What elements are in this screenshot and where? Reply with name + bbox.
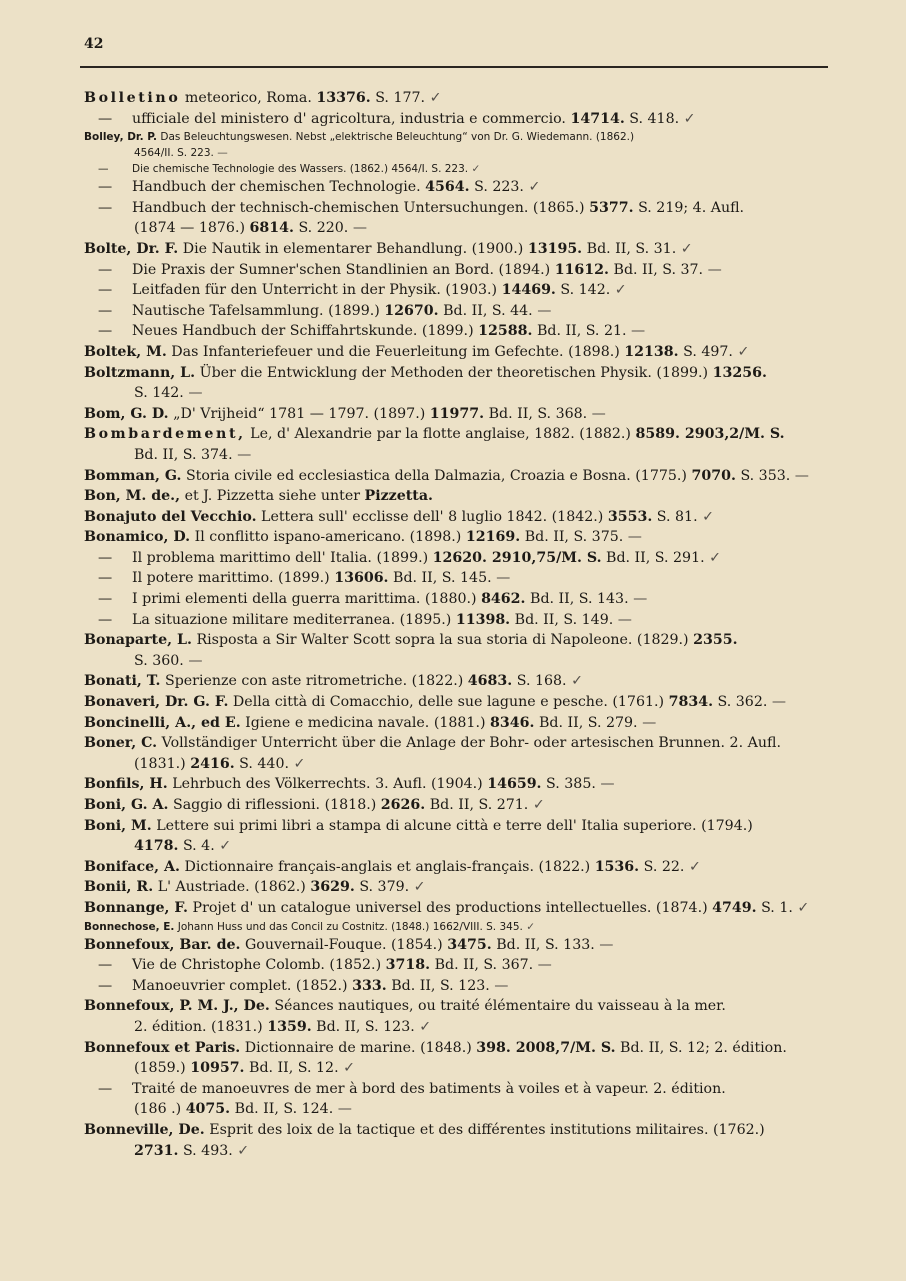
entry-reference: Bd. II, S. 133. bbox=[496, 936, 595, 953]
entry-title: ufficiale del ministero d' agricoltura, industria e commercio. bbox=[132, 110, 566, 127]
check-mark: — bbox=[496, 570, 511, 587]
check-mark: — bbox=[337, 1101, 352, 1118]
ditto-dash: — bbox=[98, 591, 113, 608]
entry-reference: Bd. II, S. 279. bbox=[538, 714, 638, 731]
entry-title: La situazione militare mediterranea. (1895.) bbox=[132, 611, 452, 628]
entry-reference: Bd. II, S. 149. bbox=[514, 611, 614, 628]
check-mark: — bbox=[600, 776, 615, 793]
catalogue-entry bbox=[84, 363, 826, 404]
entry-reference: Bd. II, S. 145. bbox=[393, 570, 492, 587]
entry-author: Boncinelli, A., ed E. bbox=[84, 714, 241, 731]
check-mark: — bbox=[631, 323, 646, 340]
entry-shelfmark: 3629. bbox=[310, 879, 355, 896]
entry-shelfmark: 4749. bbox=[712, 899, 757, 916]
ditto-dash: — bbox=[98, 179, 113, 196]
entry-shelfmark: 2416. bbox=[190, 755, 235, 772]
entry-author: Bomman, G. bbox=[84, 467, 182, 484]
check-mark: — bbox=[627, 529, 642, 546]
entry-author: Boltzmann, L. bbox=[84, 364, 196, 381]
check-mark: — bbox=[537, 302, 552, 319]
entry-shelfmark: 12670. bbox=[384, 302, 439, 319]
catalogue-entry bbox=[84, 177, 826, 198]
catalogue-entry bbox=[84, 161, 826, 177]
entry-continuation bbox=[84, 145, 826, 161]
entry-continuation bbox=[84, 754, 826, 775]
entry-shelfmark: 13195. bbox=[527, 240, 583, 257]
catalogue-entry bbox=[84, 795, 826, 816]
catalogue-entry bbox=[84, 486, 826, 507]
entry-continuation bbox=[84, 1017, 826, 1038]
entry-shelfmark: 333. bbox=[352, 977, 387, 994]
catalogue-entry bbox=[84, 466, 826, 487]
ditto-dash: — bbox=[98, 323, 113, 340]
catalogue-entry bbox=[84, 589, 826, 610]
catalogue-entry bbox=[84, 239, 826, 260]
entry-reference: Bd. II, S. 291. bbox=[606, 549, 705, 566]
check-mark: — bbox=[188, 652, 203, 669]
entry-reference: S. 497. bbox=[683, 343, 733, 360]
check-mark: ✓ bbox=[571, 673, 583, 690]
entry-title: Die chemische Technologie des Wassers. (1862.) 4564/I. S. 223. bbox=[132, 163, 469, 176]
entry-reference: Bd. II, S. 124. bbox=[234, 1101, 334, 1118]
ditto-dash: — bbox=[98, 302, 113, 319]
entry-shelfmark: 3718. bbox=[385, 957, 431, 974]
ditto-dash: — bbox=[98, 199, 113, 216]
entry-shelfmark: 13256. bbox=[712, 364, 767, 381]
entry-reference: S. 220. bbox=[298, 220, 349, 237]
entry-title: Vie de Christophe Colomb. (1852.) bbox=[132, 957, 382, 974]
entry-continuation bbox=[84, 651, 826, 672]
entry-shelfmark: 7070. bbox=[691, 467, 736, 484]
entry-title: Nautische Tafelsammlung. (1899.) bbox=[132, 302, 380, 319]
entry-title: Traité de manoeuvres de mer à bord des batiments à voiles et à vapeur. 2. édition. bbox=[132, 1080, 726, 1097]
entry-title: Sperienze con aste ritrometriche. (1822.) bbox=[164, 673, 464, 690]
entry-reference: S. 360. bbox=[134, 652, 184, 669]
entry-reference: S. 4. bbox=[182, 838, 215, 855]
check-mark: ✓ bbox=[293, 755, 306, 772]
entry-shelfmark: 4075. bbox=[185, 1101, 231, 1118]
entry-shelfmark: 13606. bbox=[334, 570, 389, 587]
check-mark: — bbox=[591, 405, 606, 422]
entry-author: Bolte, Dr. F. bbox=[84, 240, 179, 257]
entry-reference: Bd. II, S. 31. bbox=[586, 240, 677, 257]
entry-title: Die Nautik in elementarer Behandlung. (1900.) bbox=[182, 240, 524, 257]
entry-reference: 4564/II. S. 223. bbox=[134, 147, 214, 160]
check-mark: — bbox=[707, 261, 722, 278]
catalogue-entry bbox=[84, 774, 826, 795]
header-rule bbox=[80, 66, 828, 68]
catalogue-entry bbox=[84, 713, 826, 734]
entry-shelfmark: 11612. bbox=[554, 261, 609, 278]
check-mark: ✓ bbox=[429, 90, 442, 106]
catalogue-entry bbox=[84, 301, 826, 322]
entry-title: Handbuch der chemischen Technologie. bbox=[132, 179, 421, 196]
entry-title: et J. Pizzetta siehe unter bbox=[184, 488, 361, 505]
catalogue-entry bbox=[84, 568, 826, 589]
check-mark: — bbox=[794, 467, 809, 484]
check-mark: ✓ bbox=[237, 1142, 250, 1159]
catalogue-entry bbox=[84, 424, 826, 465]
check-mark: ✓ bbox=[737, 343, 750, 360]
catalogue-entry bbox=[84, 507, 826, 528]
entry-shelfmark: 14714. bbox=[570, 110, 625, 127]
entry-year: (1859.) bbox=[134, 1060, 186, 1077]
entry-shelfmark: 11398. bbox=[455, 611, 511, 628]
entry-title: I primi elementi della guerra marittima. (1880.) bbox=[132, 591, 477, 608]
entry-continuation bbox=[84, 1141, 826, 1162]
entry-reference: Bd. II, S. 21. bbox=[536, 323, 627, 340]
entry-author: Bonati, T. bbox=[84, 673, 161, 690]
check-mark: — bbox=[599, 936, 614, 953]
entry-title: meteorico, Roma. bbox=[184, 90, 312, 106]
entry-title: „D' Vrijheid“ 1781 — 1797. (1897.) bbox=[173, 405, 426, 422]
entry-shelfmark: 3553. bbox=[607, 508, 653, 525]
entry-author: Bonneville, De. bbox=[84, 1121, 205, 1138]
entry-title: Della città di Comacchio, delle sue lagune e pesche. (1761.) bbox=[232, 694, 665, 711]
entry-author: Bonnefoux, P. M. J., De. bbox=[84, 998, 270, 1015]
entry-reference: S. 22. bbox=[643, 858, 685, 875]
entry-title: Neues Handbuch der Schiffahrtskunde. (1899.) bbox=[132, 323, 474, 340]
entry-reference: Bd. II, S. 37. bbox=[613, 261, 704, 278]
check-mark: ✓ bbox=[688, 858, 701, 875]
entry-shelfmark: 12138. bbox=[624, 343, 679, 360]
entry-author: Bonnechose, E. bbox=[84, 920, 175, 933]
entry-shelfmark: 12620. 2910,75/M. S. bbox=[432, 549, 602, 566]
entry-title: Dictionnaire de marine. (1848.) bbox=[244, 1039, 472, 1056]
entry-reference: Bd. II, S. 12. bbox=[249, 1060, 339, 1077]
check-mark: — bbox=[633, 591, 648, 608]
entry-title: Il problema marittimo dell' Italia. (1899.) bbox=[132, 549, 429, 566]
entry-title: Manoeuvrier complet. (1852.) bbox=[132, 977, 348, 994]
entry-title: Lettera sull' ecclisse dell' 8 luglio 1842. (1842.) bbox=[261, 508, 604, 525]
entry-shelfmark: 4683. bbox=[467, 673, 513, 690]
ditto-dash: — bbox=[98, 611, 113, 628]
entry-title: Lettere sui primi libri a stampa di alcune città e terre dell' Italia superiore. (1794.) bbox=[156, 817, 753, 834]
entry-shelfmark: 4178. bbox=[134, 838, 179, 855]
entry-title: Le, d' Alexandrie par la flotte anglaise, 1882. (1882.) bbox=[250, 426, 631, 443]
entry-reference: S. 493. bbox=[182, 1142, 233, 1159]
entry-reference: S. 418. bbox=[629, 110, 680, 127]
entry-year: (1874 — 1876.) bbox=[134, 220, 245, 237]
entry-author: Bonamico, D. bbox=[84, 529, 191, 546]
catalogue-entry bbox=[84, 692, 826, 713]
check-mark: — bbox=[494, 977, 509, 994]
entry-title: Il conflitto ispano-americano. (1898.) bbox=[194, 529, 462, 546]
entry-shelfmark: 3475. bbox=[447, 936, 492, 953]
entry-reference: Bd. II, S. 368. bbox=[488, 405, 588, 422]
check-mark: ✓ bbox=[702, 508, 714, 525]
catalogue-entry bbox=[84, 109, 826, 130]
check-mark: ✓ bbox=[680, 240, 693, 257]
catalogue-entry bbox=[84, 919, 826, 935]
entry-reference: Bd. II, S. 374. bbox=[134, 446, 233, 463]
entry-reference: S. 142. bbox=[134, 385, 184, 402]
entry-continuation bbox=[84, 836, 826, 857]
entry-author: Bon, M. de., bbox=[84, 488, 181, 505]
check-mark: ✓ bbox=[343, 1060, 355, 1077]
entry-reference: Bd. II, S. 123. bbox=[316, 1018, 415, 1035]
catalogue-entry bbox=[84, 260, 826, 281]
entry-shelfmark: 398. 2008,7/M. S. bbox=[476, 1039, 616, 1056]
entry-year: (1831.) bbox=[134, 755, 186, 772]
catalogue-entry bbox=[84, 129, 826, 161]
check-mark: ✓ bbox=[709, 549, 722, 566]
entry-continuation bbox=[84, 445, 826, 466]
catalogue-entry bbox=[84, 1120, 826, 1161]
entry-list bbox=[84, 88, 826, 1161]
entry-author: Boltek, M. bbox=[84, 343, 167, 360]
entry-title: Gouvernail-Fouque. (1854.) bbox=[244, 936, 443, 953]
entry-reference: Bd. II, S. 143. bbox=[530, 591, 629, 608]
page-number: 42 bbox=[84, 36, 104, 52]
entry-shelfmark: 1536. bbox=[594, 858, 640, 875]
entry-shelfmark: 14659. bbox=[487, 776, 542, 793]
entry-shelfmark: 13376. bbox=[316, 90, 371, 106]
catalogue-entry bbox=[84, 404, 826, 425]
ditto-dash: — bbox=[98, 282, 113, 299]
entry-reference: Bd. II, S. 367. bbox=[434, 957, 534, 974]
entry-title: Leitfaden für den Unterricht in der Physik. (1903.) bbox=[132, 282, 498, 299]
catalogue-entry bbox=[84, 342, 826, 363]
entry-reference: S. 168. bbox=[516, 673, 567, 690]
entry-reference: S. 353. bbox=[740, 467, 791, 484]
catalogue-entry bbox=[84, 671, 826, 692]
entry-title: Das Beleuchtungswesen. Nebst „elektrische Beleuchtung“ von Dr. G. Wiedemann. (1862.) bbox=[160, 131, 635, 144]
entry-title: Über die Entwicklung der Methoden der theoretischen Physik. (1899.) bbox=[199, 364, 709, 381]
check-mark: ✓ bbox=[614, 282, 627, 299]
entry-shelfmark: 8462. bbox=[481, 591, 526, 608]
entry-reference: S. 219; 4. Aufl. bbox=[638, 199, 745, 216]
entry-shelfmark: 5377. bbox=[589, 199, 634, 216]
entry-shelfmark: Pizzetta. bbox=[364, 488, 433, 505]
entry-title: Projet d' un catalogue universel des productions intellectuelles. (1874.) bbox=[192, 899, 708, 916]
entry-shelfmark: 11977. bbox=[429, 405, 485, 422]
catalogue-entry bbox=[84, 198, 826, 239]
catalogue-entry bbox=[84, 630, 826, 671]
entry-shelfmark: 14469. bbox=[501, 282, 556, 299]
entry-continuation bbox=[84, 383, 826, 404]
check-mark: — bbox=[217, 147, 228, 160]
entry-shelfmark: 8346. bbox=[490, 714, 535, 731]
catalogue-entry bbox=[84, 976, 826, 997]
check-mark: ✓ bbox=[219, 838, 232, 855]
check-mark: — bbox=[237, 446, 252, 463]
entry-author: Boni, G. A. bbox=[84, 797, 169, 813]
catalogue-entry bbox=[84, 955, 826, 976]
entry-author: Bombardement, bbox=[84, 426, 246, 443]
entry-author: Bom, G. D. bbox=[84, 405, 169, 422]
catalogue-entry bbox=[84, 877, 826, 898]
entry-reference: S. 385. bbox=[546, 776, 596, 793]
catalogue-entry bbox=[84, 1079, 826, 1120]
ditto-dash: — bbox=[98, 261, 113, 278]
entry-reference: S. 379. bbox=[359, 879, 410, 896]
check-mark: ✓ bbox=[683, 110, 696, 127]
entry-author: Boner, C. bbox=[84, 735, 158, 752]
catalogue-entry bbox=[84, 898, 826, 919]
entry-reference: S. 142. bbox=[560, 282, 611, 299]
entry-title: Vollständiger Unterricht über die Anlage der Bohr- oder artesischen Brunnen. 2. Aufl. bbox=[161, 735, 781, 752]
entry-reference: Bd. II, S. 271. bbox=[429, 797, 529, 813]
check-mark: ✓ bbox=[419, 1018, 432, 1035]
entry-title: Johann Huss und das Concil zu Costnitz. (1848.) 1662/VIII. S. 345. bbox=[177, 920, 523, 933]
entry-reference: Bd. II, S. 375. bbox=[524, 529, 624, 546]
entry-title: Risposta a Sir Walter Scott sopra la sua storia di Napoleone. (1829.) bbox=[196, 632, 689, 649]
entry-shelfmark: 4564. bbox=[425, 179, 470, 196]
entry-author: Bonaveri, Dr. G. F. bbox=[84, 694, 229, 711]
entry-year: (186 .) bbox=[134, 1101, 182, 1118]
ditto-dash: — bbox=[98, 957, 113, 974]
entry-reference: S. 223. bbox=[474, 179, 524, 196]
entry-title: Die Praxis der Sumner'schen Standlinien an Bord. (1894.) bbox=[132, 261, 551, 278]
catalogue-entry bbox=[84, 88, 826, 109]
entry-title: Séances nautiques, ou traité élémentaire du vaisseau à la mer. bbox=[274, 998, 726, 1015]
entry-shelfmark: 2626. bbox=[380, 797, 426, 813]
entry-shelfmark: 7834. bbox=[668, 694, 714, 711]
catalogue-entry bbox=[84, 733, 826, 774]
entry-shelfmark: 12588. bbox=[478, 323, 533, 340]
check-mark: — bbox=[642, 714, 657, 731]
check-mark: ✓ bbox=[413, 879, 426, 896]
entry-shelfmark: 8589. 2903,2/M. S. bbox=[635, 426, 785, 443]
entry-shelfmark: 2355. bbox=[693, 632, 738, 649]
entry-title: Handbuch der technisch-chemischen Untersuchungen. (1865.) bbox=[132, 199, 585, 216]
check-mark: — bbox=[617, 611, 632, 628]
entry-author: Bonaparte, L. bbox=[84, 632, 192, 649]
entry-reference: S. 440. bbox=[239, 755, 289, 772]
ditto-dash: — bbox=[98, 570, 113, 587]
catalogue-entry bbox=[84, 857, 826, 878]
check-mark: ✓ bbox=[526, 920, 535, 933]
entry-title: Igiene e medicina navale. (1881.) bbox=[245, 714, 486, 731]
check-mark: — bbox=[352, 220, 367, 237]
entry-shelfmark: 2731. bbox=[134, 1142, 179, 1159]
entry-title: Esprit des loix de la tactique et des différentes institutions militaires. (1762.) bbox=[209, 1121, 765, 1138]
check-mark: ✓ bbox=[471, 163, 481, 176]
entry-title: Storia civile ed ecclesiastica della Dalmazia, Croazia e Bosna. (1775.) bbox=[185, 467, 687, 484]
catalogue-entry bbox=[84, 527, 826, 548]
catalogue-entry bbox=[84, 996, 826, 1037]
entry-reference: S. 177. bbox=[375, 90, 426, 106]
entry-year: 2. édition. (1831.) bbox=[134, 1018, 263, 1035]
ditto-dash: — bbox=[98, 1080, 113, 1097]
entry-continuation bbox=[98, 1099, 826, 1120]
entry-reference: S. 1. bbox=[761, 899, 793, 916]
catalogue-entry bbox=[84, 610, 826, 631]
entry-author: Bonnange, F. bbox=[84, 899, 189, 916]
catalogue-entry bbox=[84, 280, 826, 301]
entry-reference: S. 81. bbox=[656, 508, 698, 525]
entry-author: Boniface, A. bbox=[84, 858, 180, 875]
entry-author: Bolletino bbox=[84, 90, 181, 106]
catalogue-entry bbox=[84, 321, 826, 342]
entry-title: L' Austriade. (1862.) bbox=[157, 879, 306, 896]
check-mark: ✓ bbox=[797, 899, 810, 916]
check-mark: — bbox=[188, 385, 203, 402]
entry-shelfmark: 10957. bbox=[190, 1060, 245, 1077]
entry-author: Bolley, Dr. P. bbox=[84, 131, 158, 144]
catalogue-entry bbox=[84, 548, 826, 569]
entry-author: Bonajuto del Vecchio. bbox=[84, 508, 257, 525]
entry-author: Bonnefoux, Bar. de. bbox=[84, 936, 241, 953]
entry-continuation bbox=[98, 218, 826, 239]
entry-title: Das Infanteriefeuer und die Feuerleitung im Gefechte. (1898.) bbox=[171, 343, 620, 360]
check-mark: ✓ bbox=[532, 797, 545, 813]
entry-reference: Bd. II, S. 123. bbox=[391, 977, 490, 994]
check-mark: ✓ bbox=[528, 179, 541, 196]
entry-shelfmark: 6814. bbox=[249, 220, 294, 237]
entry-author: Bonfils, H. bbox=[84, 776, 168, 793]
entry-title: Saggio di riflessioni. (1818.) bbox=[173, 797, 377, 813]
entry-shelfmark: 12169. bbox=[465, 529, 521, 546]
catalogue-entry bbox=[84, 935, 826, 956]
entry-shelfmark: 1359. bbox=[267, 1018, 312, 1035]
check-mark: — bbox=[771, 694, 787, 711]
entry-title: Dictionnaire français-anglais et anglais-français. (1822.) bbox=[184, 858, 591, 875]
entry-author: Bonii, R. bbox=[84, 879, 154, 896]
check-mark: — bbox=[537, 957, 552, 974]
entry-continuation bbox=[84, 1058, 826, 1079]
entry-reference: Bd. II, S. 44. bbox=[443, 302, 533, 319]
entry-author: Boni, M. bbox=[84, 817, 152, 834]
entry-reference: S. 362. bbox=[717, 694, 768, 711]
ditto-dash: — bbox=[98, 977, 113, 994]
entry-title: Il potere marittimo. (1899.) bbox=[132, 570, 330, 587]
entry-reference: Bd. II, S. 12; 2. édition. bbox=[620, 1039, 787, 1056]
catalogue-entry bbox=[84, 816, 826, 857]
ditto-dash: — bbox=[98, 163, 109, 176]
catalogue-entry bbox=[84, 1038, 826, 1079]
ditto-dash: — bbox=[98, 549, 113, 566]
entry-title: Lehrbuch des Völkerrechts. 3. Aufl. (1904.) bbox=[172, 776, 483, 793]
ditto-dash: — bbox=[98, 110, 113, 127]
entry-author: Bonnefoux et Paris. bbox=[84, 1039, 241, 1056]
